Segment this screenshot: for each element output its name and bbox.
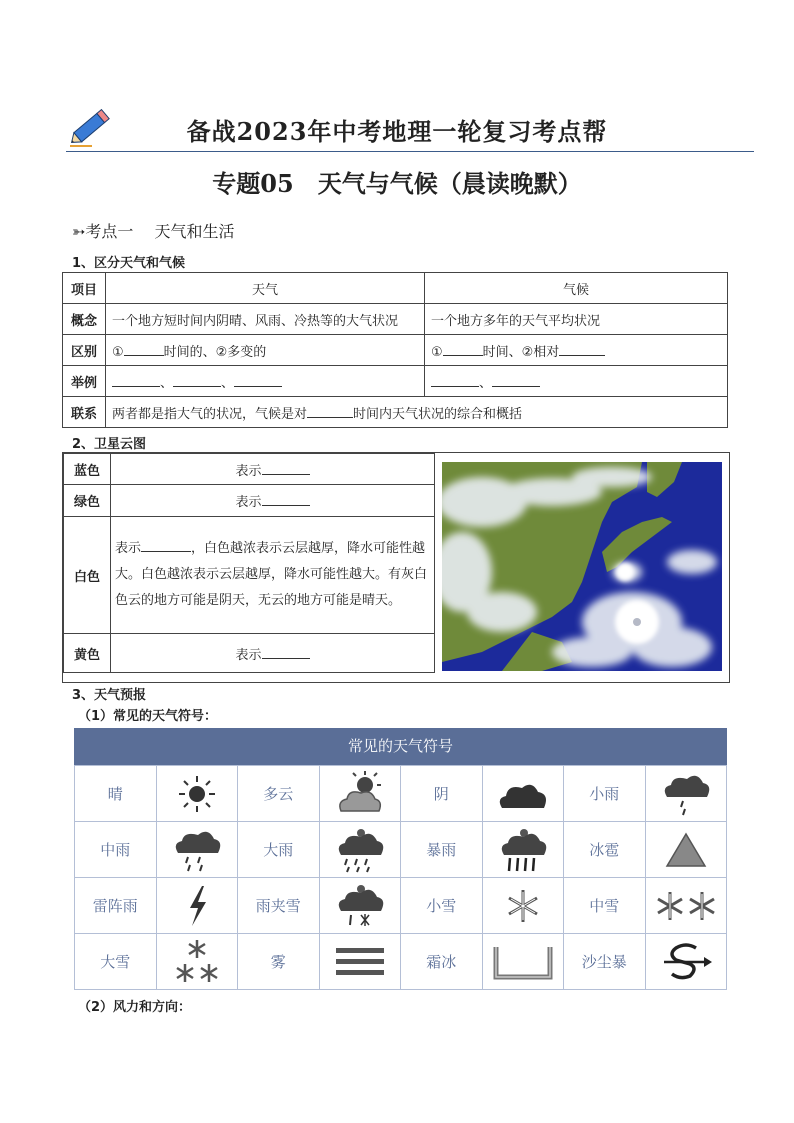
table-cell: 绿色: [64, 485, 111, 517]
page-title: 备战2023年中考地理一轮复习考点帮: [186, 117, 608, 146]
hail-icon: [645, 822, 727, 878]
light-rain-icon: [645, 766, 727, 822]
symbol-name: 雨夹雪: [238, 878, 320, 934]
table-row: [63, 366, 728, 397]
table-cell: [106, 366, 425, 397]
cell-text: ①: [112, 344, 124, 360]
heavy-snow-icon: [156, 934, 238, 990]
table-cell: [111, 634, 435, 673]
table-cell: 白色: [64, 517, 111, 634]
overcast-icon: [482, 766, 564, 822]
symbol-name: 晴: [75, 766, 157, 822]
cell-text: 时间内天气状况的综合和概括: [353, 406, 523, 422]
weather-symbols-table: [74, 765, 727, 990]
cell-text: 两者都是指大气的状况，气候是对: [112, 406, 308, 422]
table-cell: 气候: [425, 273, 728, 304]
subheading-symbols: （1）常见的天气符号：: [78, 709, 218, 724]
symbol-name: 大雪: [75, 934, 157, 990]
separator: 、: [479, 375, 493, 391]
table-cell: 项目: [63, 273, 106, 304]
fill-blank[interactable]: [443, 355, 483, 356]
table-cell: [425, 366, 728, 397]
sunny-icon: [156, 766, 238, 822]
table-row: [63, 304, 728, 335]
sleet-icon: [319, 878, 401, 934]
title-divider: [66, 151, 754, 152]
symbol-name: 沙尘暴: [564, 934, 646, 990]
cell-text: 表示: [115, 541, 142, 556]
symbol-name: 小雨: [564, 766, 646, 822]
table-cell: 黄色: [64, 634, 111, 673]
table-cell: [111, 454, 435, 485]
satellite-cloud-image: [442, 462, 722, 671]
table-row: [63, 335, 728, 366]
sandstorm-icon: [645, 934, 727, 990]
table-cell: [111, 485, 435, 517]
symbol-name: 雷阵雨: [75, 878, 157, 934]
symbols-table-title: 常见的天气符号: [74, 728, 727, 765]
table-cell: 概念: [63, 304, 106, 335]
section-heading: ➳考点一 天气和生活: [72, 222, 235, 241]
table-cell: 联系: [63, 397, 106, 428]
symbol-name: 小雪: [401, 878, 483, 934]
symbol-name: 霜冰: [401, 934, 483, 990]
symbol-name: 暴雨: [401, 822, 483, 878]
table-row: [75, 878, 727, 934]
table-row: [63, 397, 728, 428]
table-cell: [425, 335, 728, 366]
page-subtitle: 专题05 天气与气候（晨读晚默）: [212, 169, 582, 198]
table-row: [75, 934, 727, 990]
cell-text: 时间的、②多变的: [163, 344, 267, 360]
rainstorm-icon: [482, 822, 564, 878]
frost-icon: [482, 934, 564, 990]
fill-blank[interactable]: [492, 386, 540, 387]
fill-blank[interactable]: [124, 355, 164, 356]
table-cell: 天气: [106, 273, 425, 304]
cell-text: 时间、②相对: [482, 344, 560, 360]
table-row: [75, 822, 727, 878]
fill-blank[interactable]: [431, 386, 479, 387]
subheading-weather-climate: 1、区分天气和气候: [72, 256, 186, 271]
heavy-rain-icon: [319, 822, 401, 878]
table-row: [64, 634, 435, 673]
cell-text: ①: [431, 344, 443, 360]
cell-text: 表示: [235, 463, 262, 479]
cell-text: ，白色越浓表示云层越厚，降水可能性越大。白色越浓表示云层越厚，降水可能性越大。有灰白色云的地方可能是阴天，无云的地方可能是晴天。: [115, 541, 428, 608]
table-cell: 举例: [63, 366, 106, 397]
satellite-section: [62, 452, 730, 683]
table-cell: [111, 517, 435, 634]
symbol-name: 阴: [401, 766, 483, 822]
subheading-satellite: 2、卫星云图: [72, 437, 147, 452]
subheading-forecast: 3、天气预报: [72, 688, 147, 703]
table-cell: 区别: [63, 335, 106, 366]
separator: 、: [160, 375, 174, 391]
fill-blank[interactable]: [307, 417, 353, 418]
thunderstorm-icon: [156, 878, 238, 934]
table-cell: 一个地方多年的天气平均状况: [425, 304, 728, 335]
table-row: [64, 485, 435, 517]
table-row: [63, 273, 728, 304]
separator: 、: [221, 375, 235, 391]
fill-blank[interactable]: [234, 386, 282, 387]
table-cell: 一个地方短时间内阴晴、风雨、冷热等的大气状况: [106, 304, 425, 335]
fill-blank[interactable]: [262, 474, 310, 475]
fill-blank[interactable]: [112, 386, 160, 387]
moderate-snow-icon: [645, 878, 727, 934]
cloudy-icon: [319, 766, 401, 822]
fill-blank[interactable]: [262, 505, 310, 506]
fill-blank[interactable]: [141, 551, 191, 552]
table-row: [64, 454, 435, 485]
table-cell: [106, 397, 728, 428]
symbol-name: 多云: [238, 766, 320, 822]
symbol-name: 中雪: [564, 878, 646, 934]
fill-blank[interactable]: [262, 658, 310, 659]
table-row: [75, 766, 727, 822]
symbol-name: 大雨: [238, 822, 320, 878]
subheading-wind: （2）风力和方向：: [78, 1000, 192, 1015]
cell-text: 表示: [235, 495, 262, 510]
moderate-rain-icon: [156, 822, 238, 878]
symbol-name: 冰雹: [564, 822, 646, 878]
table-cell: [106, 335, 425, 366]
symbol-name: 雾: [238, 934, 320, 990]
table-cell: 蓝色: [64, 454, 111, 485]
light-snow-icon: [482, 878, 564, 934]
table-row: [64, 517, 435, 634]
fill-blank[interactable]: [559, 355, 605, 356]
symbol-name: 中雨: [75, 822, 157, 878]
fill-blank[interactable]: [173, 386, 221, 387]
fog-icon: [319, 934, 401, 990]
cloud-color-table: [63, 453, 435, 673]
cell-text: 表示: [235, 647, 262, 663]
weather-climate-table: [62, 272, 728, 428]
